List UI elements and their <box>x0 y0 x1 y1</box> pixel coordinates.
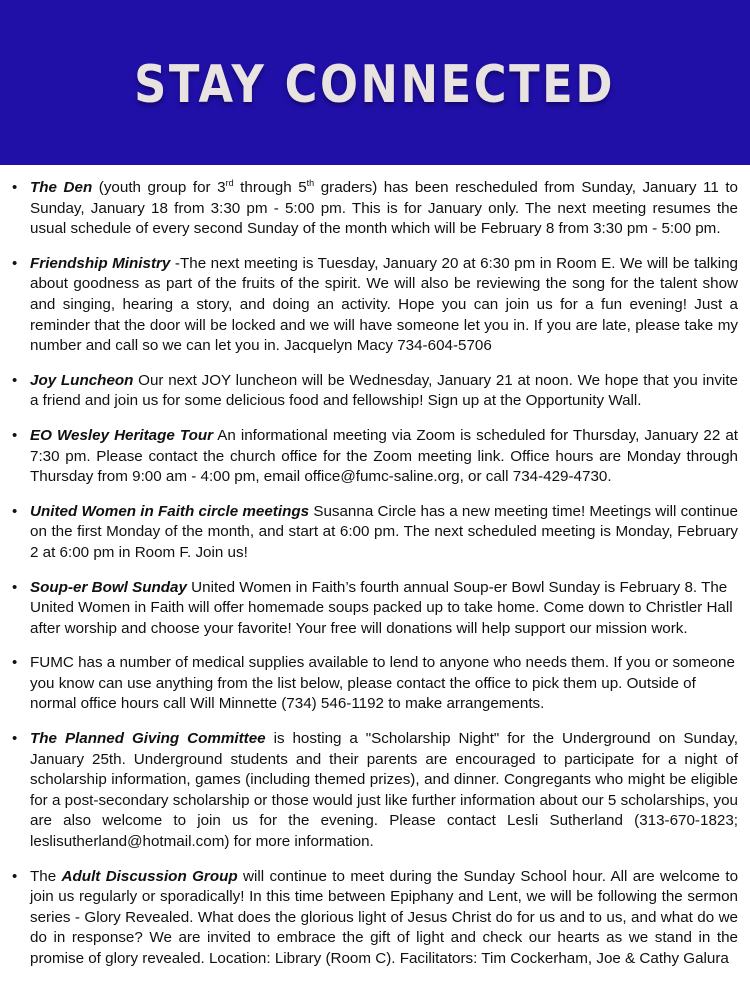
bullet-icon: • <box>12 578 18 596</box>
announcement-wesley-heritage-tour <box>0 426 750 488</box>
announcement-united-women-in-faith <box>0 502 750 564</box>
announcement-title: The Planned Giving Committee <box>30 730 266 748</box>
announcement-joy-luncheon <box>0 371 750 412</box>
announcement-title: EO Wesley Heritage Tour <box>30 426 214 444</box>
announcement-text: Susanna Circle has a new meeting time! Meetings will continue on the first Monday of the month, and start at 6:00 pm. The next scheduled meeting is Monday, February 2 at 6:00 pm in Room F. Join us! <box>30 502 738 561</box>
announcement-title: Adult Discussion Group <box>61 867 238 885</box>
announcement-title: The Den <box>30 179 93 196</box>
announcement-title: United Women in Faith circle meetings <box>30 502 310 520</box>
announcement-medical-supplies <box>0 653 750 715</box>
bullet-icon: • <box>12 254 18 272</box>
bullet-icon: • <box>12 371 18 389</box>
announcement-text: Our next JOY luncheon will be Wednesday, January 21 at noon. We hope that you invite a friend and join us for some delicious food and fellowship! Sign up at the Opportunity Wall. <box>30 371 738 410</box>
announcement-souper-bowl-sunday <box>0 578 750 640</box>
announcement-text: (youth group for 3 <box>92 179 226 196</box>
announcement-title: Joy Luncheon <box>30 371 134 389</box>
announcement-title: Soup-er Bowl Sunday <box>30 578 187 596</box>
announcement-text: -The next meeting is Tuesday, January 20 at 6:30 pm in Room E. We will be talking about goodness as part of the fruits of the spirit. We will also be reviewing the song for the talent show and singing, hearing a story, and doing an activity. Hope you can join us for a fun evening! Just a reminder that the door will be locked and we will have someone let you in. If you are late, please take my number and call so we can let you in. Jacquelyn Macy 734-604-5706 <box>30 254 739 355</box>
announcement-title: Friendship Ministry <box>30 254 171 272</box>
announcement-prefix: The <box>30 867 62 885</box>
bullet-icon: • <box>12 426 18 444</box>
announcement-the-den <box>0 178 750 240</box>
announcement-text: An informational meeting via Zoom is scheduled for Thursday, January 22 at 7:30 pm. Please contact the church office for the Zoom meeting link. Office hours are Monday through Thursday from 9:00 am - 4:00 pm, email office@fumc-saline.org, or call 734-429-4730. <box>30 426 738 486</box>
announcement-text: will continue to meet during the Sunday School hour. All are welcome to join us regularly or sporadically! In this time between Epiphany and Lent, we will be following the sermon series - Glory Revealed. What does the glorious light of Jesus Christ do for us and to us, and what do we do in response? We are invited to embrace the gift of light and check our hearts as we stand in the promise of glory revealed. Location: Library (Room C). Facilitators: Tim Cockerham, Joe & Cathy Galura <box>30 867 739 967</box>
ordinal-suffix: rd <box>225 177 234 188</box>
announcement-text: FUMC has a number of medical supplies available to lend to anyone who needs them. If you or someone you know can use anything from the list below, please contact the office to pick them up. Outside of normal office hours call Will Minnette (734) 546-1192 to make arrangements. <box>30 654 735 713</box>
announcements <box>0 178 750 984</box>
announcement-planned-giving <box>0 729 750 853</box>
bullet-icon: • <box>12 502 18 520</box>
bullet-icon: • <box>12 179 18 196</box>
bullet-icon: • <box>12 654 18 672</box>
page-title: STAY CONNECTED <box>134 54 616 115</box>
announcement-list <box>0 178 750 970</box>
announcement-text: graders) has been rescheduled from Sunday, January 11 to Sunday, January 18 from 3:30 pm - 5:00 pm. This is for January only. The next meeting resumes the usual schedule of every second Sunday of the month which will be February 8 from 3:30 pm - 5:00 pm. <box>30 179 738 238</box>
bullet-icon: • <box>12 867 18 885</box>
announcement-friendship-ministry <box>0 254 750 357</box>
announcement-text: is hosting a "Scholarship Night" for the Underground on Sunday, January 25th. Underground students and their parents are encouraged to participate for a night of scholarship information, games (including themed prizes), and dinner. Congregants who might be eligible for a post-secondary scholarship or those would just like further information about our 5 scholarships, you are also welcome to join us for the evening. Please contact Lesli Sutherland (313-670-1823; leslisutherland@hotmail.com) for more information. <box>30 730 739 851</box>
announcement-text: United Women in Faith’s fourth annual Soup-er Bowl Sunday is February 8. The United Women in Faith will offer homemade soups packed up to take home. Come down to Christler Hall after worship and choose your favorite! Your free will donations will help support our mission work. <box>30 578 733 637</box>
header-banner <box>0 0 750 165</box>
bullet-icon: • <box>12 730 18 748</box>
ordinal-suffix: th <box>306 177 315 188</box>
announcement-text: through 5 <box>233 179 307 196</box>
announcement-adult-discussion-group <box>0 867 750 970</box>
